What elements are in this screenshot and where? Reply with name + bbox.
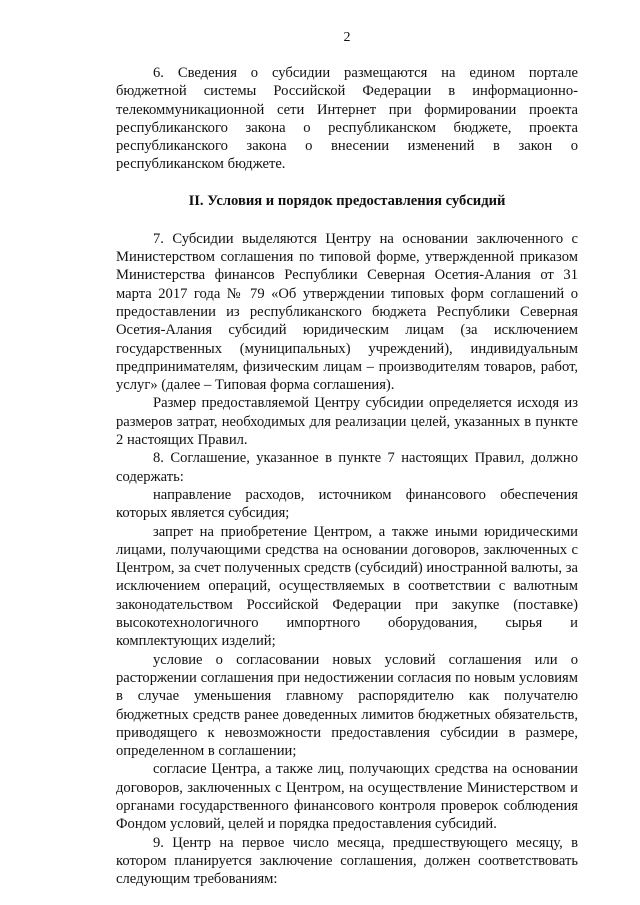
- paragraph-8-item-prohibition: запрет на приобретение Центром, а также иными юридическими лицами, получающими средства на основании договоров, заключенных с Центром, за счет полученных средств (субсидий) иностранной валюты, за исключением операций, осуществляемых в соответствии с валютным законодательством Российской Федерации при закупке (поставке) высокотехнологичного импортного оборудования, сырья и комплектующих изделий;: [116, 523, 578, 650]
- paragraph-8-item-consent: согласие Центра, а также лиц, получающих средства на основании договоров, заключенных с Центром, на осуществление Министерством и органами государственного финансового контроля проверок соблюдения Фондом условий, целей и порядка предоставления субсидий.: [116, 761, 578, 833]
- paragraph-subsidy-size: Размер предоставляемой Центру субсидии определяется исходя из размеров затрат, необходимых для реализации целей, указанных в пункте 2 настоящих Правил.: [116, 395, 578, 449]
- paragraph-9: 9. Центр на первое число месяца, предшествующего месяцу, в котором планируется заключение соглашения, должен соответствовать следующим требованиям:: [116, 834, 578, 888]
- page-number: 2: [343, 30, 351, 45]
- section-heading: II. Условия и порядок предоставления субсидий: [188, 192, 506, 209]
- paragraph-6: 6. Сведения о субсидии размещаются на едином портале бюджетной системы Российской Федерации в информационно-телекоммуникационной сети Интернет при формировании проекта республиканского закона о республиканском бюджете, проекта республиканского закона о внесении изменений в закон о республиканском бюджете.: [116, 65, 578, 173]
- document-page: [116, 30, 578, 888]
- paragraph-8: 8. Соглашение, указанное в пункте 7 настоящих Правил, должно содержать:: [116, 450, 578, 485]
- paragraph-7: 7. Субсидии выделяются Центру на основании заключенного с Министерством соглашения по типовой форме, утвержденной приказом Министерства финансов Республики Северная Осетия-Алания от 31 марта 2017 года № 79 «Об утверждении типовых форм соглашений о предоставлении из республиканского бюджета Республики Северная Осетия-Алания субсидий юридическим лицам (за исключением государственных (муниципальных) учреждений), индивидуальным предпринимателям, физическим лицам – производителям товаров, работ, услуг» (далее – Типовая форма соглашения).: [116, 230, 578, 394]
- paragraph-8-item-agreement-terms: условие о согласовании новых условий соглашения или о расторжении соглашения при недостижении согласия по новым условиям в случае уменьшения главному распорядителю как получателю бюджетных средств ранее доведенных лимитов бюджетных обязательств, приводящего к невозможности предоставления субсидии в размере, определенном в соглашении;: [116, 651, 578, 760]
- paragraph-8-item-direction: направление расходов, источником финансового обеспечения которых является субсидия;: [116, 486, 578, 522]
